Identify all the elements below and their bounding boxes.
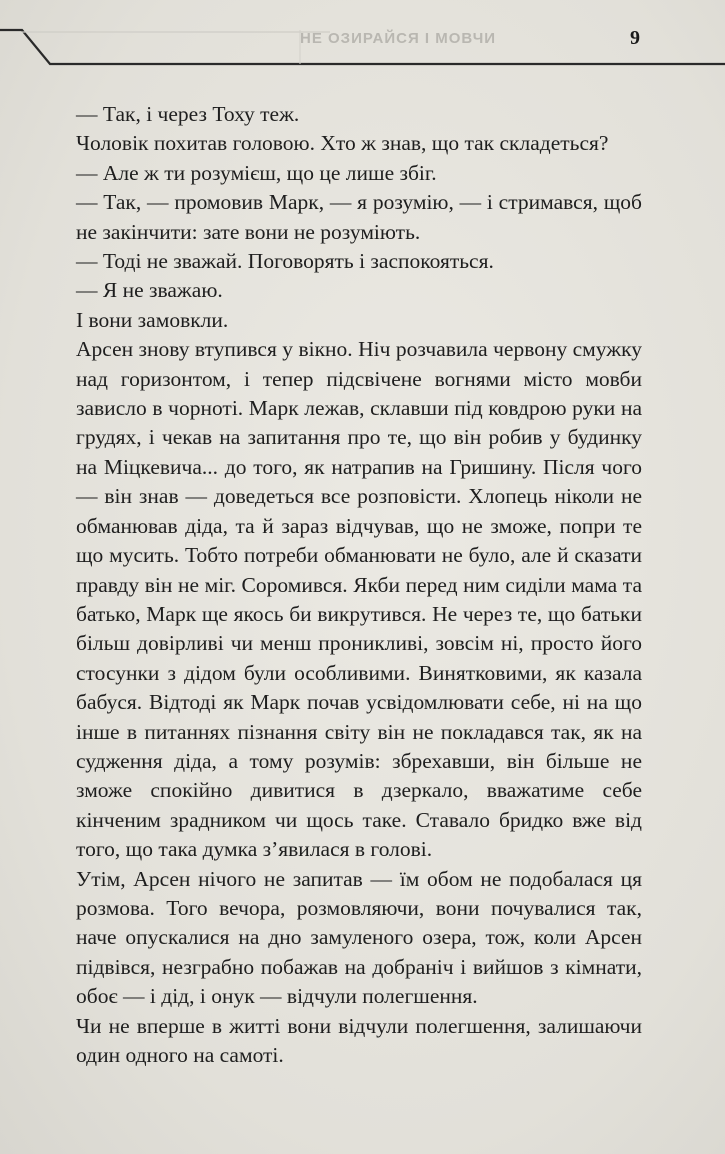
paragraph: — Так, і через Тоху теж. — [76, 102, 300, 126]
paragraph: — Але ж ти розумієш, що це лише збіг. — [76, 160, 437, 185]
paragraph: Арсен знову втупився у вікно. Ніч розчавила червону смужку над горизонтом, і тепер підсвічене вогнями місто мовби зависло в чорноті. Марк лежав, склавши під ковдрою руки на грудях, і чекав на запитання про те, що він робив у будинку на Міцкевича... до того, як натрапив на Гришину. Після чого — він знав — доведеться все розповісти. Хлопець ніколи не обманював діда, та й зараз відчував, що не зможе, попри те що мусить. Тобто потреби обманювати не було, але й сказати правду він не міг. Соромився. Якби перед ним сиділи мама та батько, Марк ще якось би викрутився. Не через те, що батьки більш довірливі чи менш проникливі, зовсім ні, просто його стосунки з дідом були особливими. Винятковими, як казала бабуся. Відтоді як Марк почав усвідомлювати себе, ні на що інше в питаннях пізнання світу він не покладався так, як на судження діда, а тому розумів: збрехавши, він більше не зможе спокійно дивитися в дзеркало, вважатиме себе кінченим зрадником чи щось таке. Ставало бридко вже від того, що така думка з’явилася в голові. — [76, 337, 642, 862]
paragraph: Чоловік похитав головою. Хто ж знав, що так складеться? — [76, 131, 609, 156]
paragraph: — Так, — промовив Марк, — я розумію, — і стримався, щоб не закінчити: зате вони не розуміють. — [76, 190, 642, 244]
paragraph: — Я не зважаю. — [76, 278, 223, 303]
body-text — [76, 100, 642, 1070]
paragraph: Утім, Арсен нічого не запитав — їм обом не подобалася ця розмова. Того вечора, розмовляючи, вони почувалися так, наче опускалися на дно замуленого озера, тож, коли Арсен підвівся, незграбно побажав на добраніч і вийшов з кімнати, обоє — і дід, і онук — відчули полегшення. — [76, 866, 642, 1009]
running-head: НЕ ОЗИРАЙСЯ І МОВЧИ — [300, 30, 497, 47]
paragraph: — Тоді не зважай. Поговорять і заспокояться. — [76, 249, 494, 274]
paragraph: І вони замовкли. — [76, 307, 229, 332]
page-number: 9 — [630, 27, 640, 49]
paragraph: Чи не вперше в житті вони відчули полегшення, залишаючи один одного на самоті. — [76, 1013, 642, 1067]
